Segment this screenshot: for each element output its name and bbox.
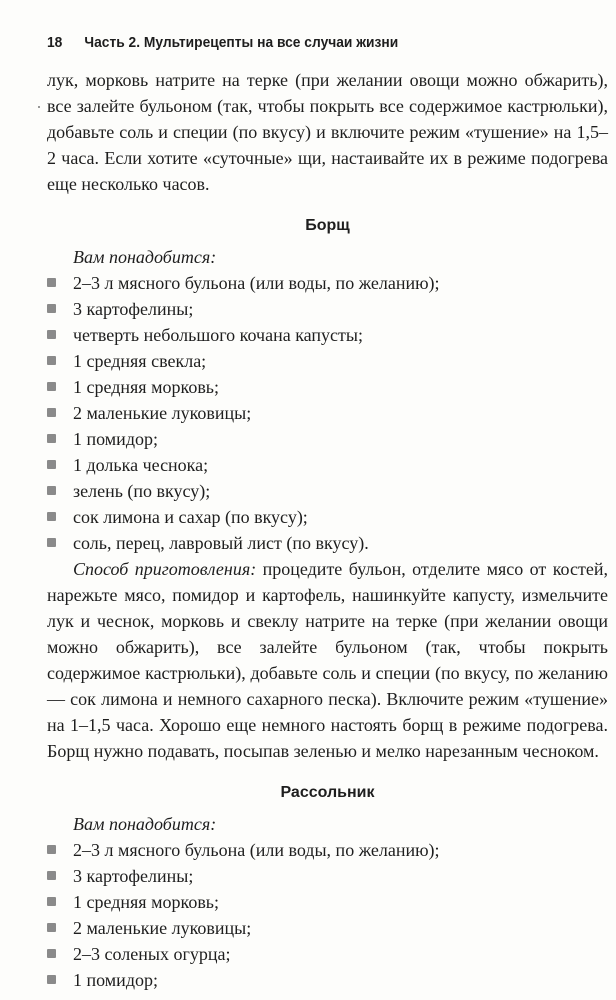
bullet-icon bbox=[47, 486, 56, 495]
bullet-icon bbox=[47, 330, 56, 339]
running-title: Часть 2. Мультирецепты на все случаи жизни bbox=[84, 34, 399, 51]
bullet-icon bbox=[47, 382, 56, 391]
ingredient-list bbox=[47, 270, 608, 556]
ingredient-text: 1 средняя морковь; bbox=[73, 892, 220, 912]
ingredient-list bbox=[47, 837, 608, 993]
list-item bbox=[47, 478, 608, 504]
ingredients-label: Вам понадобится: bbox=[73, 247, 217, 267]
list-item bbox=[47, 374, 608, 400]
list-item bbox=[47, 452, 608, 478]
bullet-icon bbox=[47, 434, 56, 443]
ingredient-text: 1 средняя свекла; bbox=[73, 351, 207, 371]
recipe-title: Рассольник bbox=[280, 784, 375, 801]
ingredient-text: 3 картофелины; bbox=[73, 299, 194, 319]
ingredient-text: сок лимона и сахар (по вкусу); bbox=[73, 507, 308, 527]
bullet-icon bbox=[47, 278, 56, 287]
list-item bbox=[47, 915, 608, 941]
ingredient-text: 1 помидор; bbox=[73, 970, 158, 990]
bullet-icon bbox=[47, 304, 56, 313]
page-number: 18 bbox=[47, 34, 63, 51]
ingredient-text: 2 маленькие луковицы; bbox=[73, 403, 252, 423]
running-header bbox=[47, 33, 563, 55]
ingredient-text: 3 картофелины; bbox=[73, 866, 194, 886]
ingredient-text: 2–3 л мясного бульона (или воды, по желанию); bbox=[73, 273, 440, 293]
bullet-icon bbox=[47, 538, 56, 547]
ingredient-text: 1 помидор; bbox=[73, 429, 158, 449]
method-text: процедите бульон, отделите мясо от костей, нарежьте мясо, помидор и картофель, нашинкуйте капусту, измельчите лук и чеснок, морковь и свеклу натрите на терке (при желании овощи можно обжарить), все залейте бульоном (так, чтобы покрыть содержимое кастрюльки), добавьте соль и специи (по вкусу, по желанию — сок лимона и немного сахарного песка). Включите режим «тушение» на 1–1,5 часа. Хорошо еще немного настоять борщ в режиме подогрева. Борщ нужно подавать, посыпав зеленью и мелко нарезанным чесноком. bbox=[47, 559, 608, 761]
list-item bbox=[47, 889, 608, 915]
list-item bbox=[47, 296, 608, 322]
ingredient-text: соль, перец, лавровый лист (по вкусу). bbox=[73, 533, 369, 553]
bullet-icon bbox=[47, 512, 56, 521]
recipe-borscht bbox=[47, 216, 608, 764]
intro-paragraph: лук, морковь натрите на терке (при желании овощи можно обжарить), все залейте бульоном (так, чтобы покрыть все содержимое кастрюльки), добавьте соль и специи (по вкусу) и включите режим «тушение» на 1,5–2 часа. Если хотите «суточные» щи, настаивайте их в режиме подогрева еще несколько часов. bbox=[47, 70, 608, 194]
bullet-icon bbox=[47, 871, 56, 880]
ingredient-text: четверть небольшого кочана капусты; bbox=[73, 325, 363, 345]
bullet-icon bbox=[47, 949, 56, 958]
list-item bbox=[47, 270, 608, 296]
bullet-icon bbox=[47, 975, 56, 984]
bullet-icon bbox=[47, 408, 56, 417]
bullet-icon bbox=[47, 845, 56, 854]
ingredient-text: 1 долька чеснока; bbox=[73, 455, 209, 475]
list-item bbox=[47, 967, 608, 993]
list-item bbox=[47, 530, 608, 556]
recipe-rassolnik bbox=[47, 783, 608, 993]
list-item bbox=[47, 504, 608, 530]
bullet-icon bbox=[47, 923, 56, 932]
ingredient-text: 2–3 соленых огурца; bbox=[73, 944, 231, 964]
ingredient-text: 1 средняя морковь; bbox=[73, 377, 220, 397]
method-paragraph bbox=[47, 556, 608, 764]
ingredient-text: 2 маленькие луковицы; bbox=[73, 918, 252, 938]
method-label: Способ приготовления: bbox=[73, 559, 257, 579]
list-item bbox=[47, 863, 608, 889]
list-item bbox=[47, 837, 608, 863]
ingredient-text: зелень (по вкусу); bbox=[73, 481, 211, 501]
bullet-icon bbox=[47, 897, 56, 906]
list-item bbox=[47, 941, 608, 967]
margin-speck bbox=[38, 106, 40, 108]
list-item bbox=[47, 348, 608, 374]
list-item bbox=[47, 426, 608, 452]
ingredient-text: 2–3 л мясного бульона (или воды, по желанию); bbox=[73, 840, 440, 860]
bullet-icon bbox=[47, 356, 56, 365]
list-item bbox=[47, 400, 608, 426]
bullet-icon bbox=[47, 460, 56, 469]
recipe-title: Борщ bbox=[305, 217, 350, 234]
ingredients-label: Вам понадобится: bbox=[73, 814, 217, 834]
list-item bbox=[47, 322, 608, 348]
